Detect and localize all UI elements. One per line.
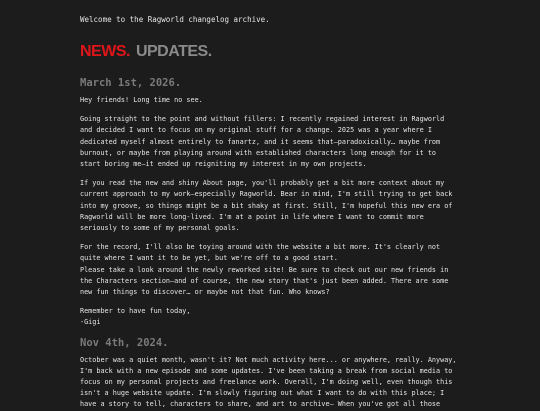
entry-date: Nov 4th, 2024.	[80, 336, 169, 349]
entry-paragraph: If you read the new and shiny About page, you'll probably get a bit more context about my current approach to my work—especially Ragworld. Bear in mind, I'm still trying to get back into my groove, so things might be a bit shaky at first. Still, I'm hopeful this new era of Ragworld will be more long-lived. I'm at a point in life where I want to commit more seriously to some of my personal goals.	[80, 179, 453, 233]
welcome-text: Welcome to the Ragworld changelog archive.	[80, 15, 270, 24]
banner-updates-label: UPDATES.	[135, 43, 212, 60]
entry-signoff: Remember to have fun today,	[80, 307, 191, 316]
entry-paragraph: For the record, I'll also be toying around with the website a bit more. It's clearly not quite where I want it to be yet, but we're off to a good start.	[80, 243, 441, 263]
changelog-entry	[80, 337, 540, 411]
news-updates-banner	[80, 43, 540, 65]
entry-paragraph: Please take a look around the newly reworked site! Be sure to check out our new friends in the Characters section—and of course, the new story that's just been added. There are some new fun things to discover… or maybe not that fun. Who knows?	[80, 265, 449, 297]
changelog-entry	[80, 77, 540, 329]
banner-news-label: NEWS.	[80, 43, 130, 60]
entry-signature: -Gigi	[80, 318, 101, 327]
entry-paragraph: October was a quiet month, wasn't it? Not much activity here... or anywhere, really. Anyway, I'm back with a new episode and some updates. I've been taking a break from social media to focus on my personal projects and freelance work. Overall, I'm doing well, even though this isn't a huge website update. I'm slowly figuring out what I want to do with this place; I have a story to tell, characters to share, and art to archive— When you've got all those	[80, 355, 457, 409]
changelog-page	[80, 0, 540, 411]
entry-paragraph: Hey friends! Long time no see.	[80, 96, 203, 104]
entry-paragraph: Going straight to the point and without fillers: I recently regained interest in Ragworld and decided I want to focus on my original stuff for a change. 2025 was a year where I dedicated myself almost entirely to fanartz, and it seems that—paradoxically… maybe from burnout, or maybe from playing around with established characters long enough for it to start boring me—it ended up reigniting my interest in my own projects.	[80, 115, 445, 169]
entry-date: March 1st, 2026.	[80, 77, 182, 89]
